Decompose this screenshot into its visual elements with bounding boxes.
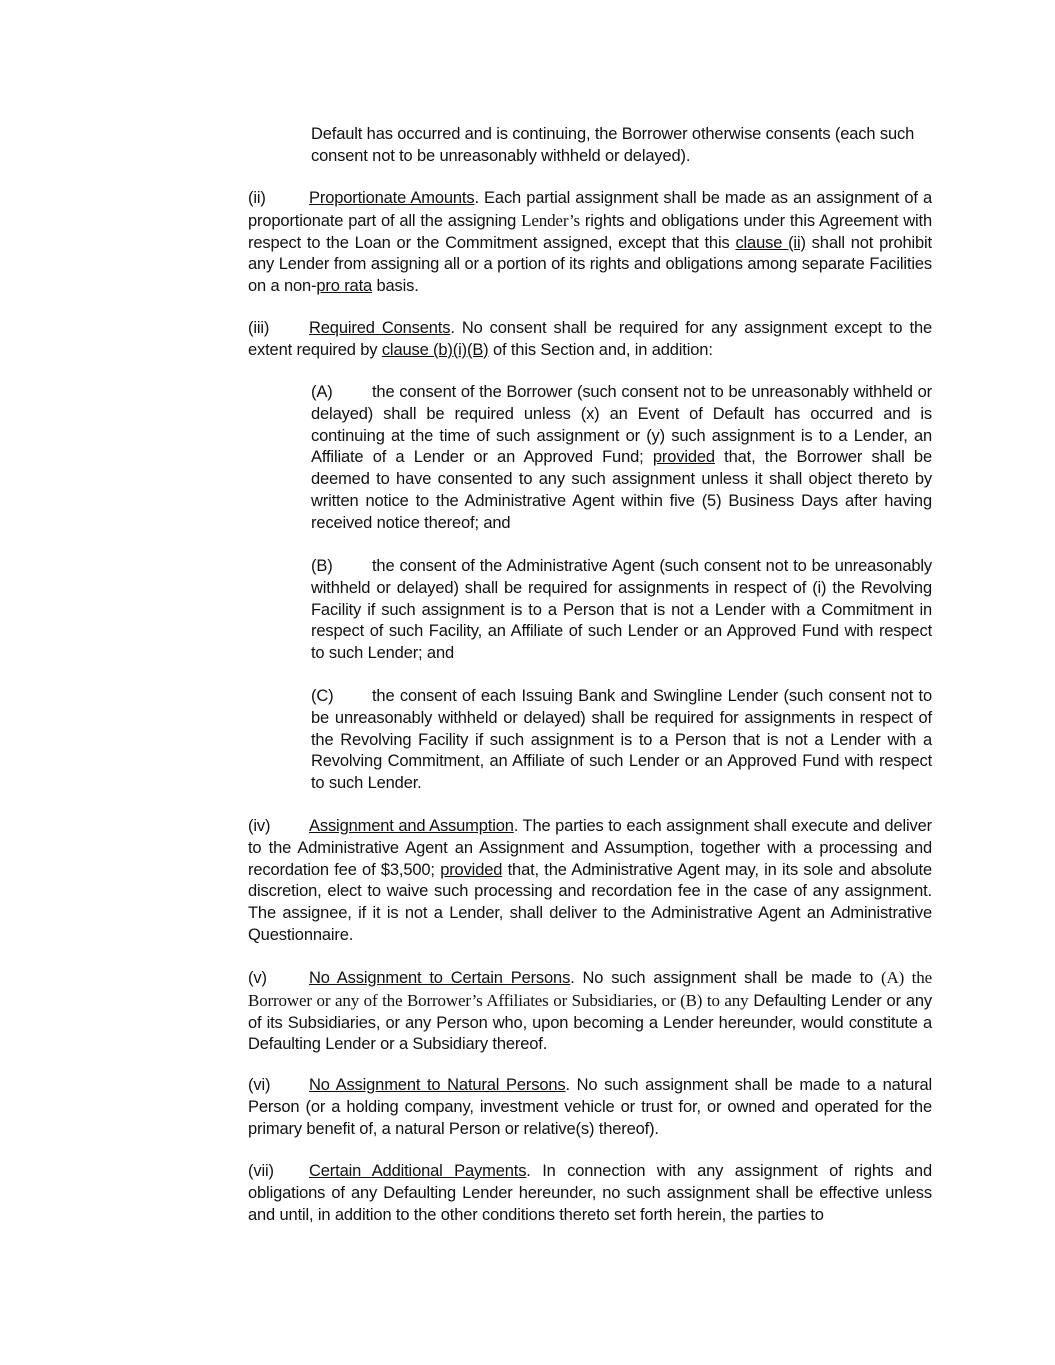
clause-heading: Assignment and Assumption — [309, 817, 514, 835]
clause-number: (v) — [248, 969, 267, 987]
proviso-term: provided — [652, 448, 715, 467]
proviso-term: provided — [440, 860, 503, 879]
clause-heading: Certain Additional Payments — [309, 1162, 527, 1180]
clause-heading: Required Consents — [309, 319, 451, 337]
clause-B: (B) the consent of the Administrative Agent (such consent not to be unreasonably withheld or delayed) shall be required for assignments in respect of (i) the Revolving Facility if such assignment is to a Person that is not a Lender with a Commitment in respect of such Facility, an Affiliate of such Lender or an Approved Fund with respect to such Lender; and — [311, 557, 932, 663]
clause-v: (v) No Assignment to Certain Persons. No such assignment shall be made to (A) the Borrower or any of the Borrower’s Affiliates or Subsidiaries, or (B) to any Defaulting Lender or any of its Subsidiaries, or any Person who, upon becoming a Lender hereunder, would constitute a Defaulting Lender or a Subsidiary thereof. — [248, 968, 932, 1054]
clause-vi: (vi) No Assignment to Natural Persons. No such assignment shall be made to a natural Person (or a holding company, investment vehicle or trust for, or owned and operated for the primary benefit of, a natural Person or relative(s) thereof). — [248, 1076, 932, 1138]
clause-number: (iv) — [248, 817, 271, 835]
clause-reference: clause (b)(i)(B) — [381, 340, 489, 359]
clause-number: (A) — [311, 383, 333, 401]
clause-iii: (iii) Required Consents. No consent shall be required for any assignment except to the extent required by clause (b)(i)(B) of this Section and, in addition: — [248, 319, 932, 359]
clause-number: (vi) — [248, 1076, 271, 1094]
clause-number: (C) — [311, 687, 334, 705]
clause-reference: clause (ii) — [735, 233, 806, 252]
clause-iv: (iv) Assignment and Assumption. The parties to each assignment shall execute and deliver to the Administrative Agent an Assignment and Assumption, together with a processing and recordation fee of $3,500; provided that, the Administrative Agent may, in its sole and absolute discretion, elect to waive such processing and recordation fee in the case of any assignment. The assignee, if it is not a Lender, shall deliver to the Administrative Agent an Administrative Questionnaire. — [248, 817, 932, 944]
clause-heading: No Assignment to Certain Persons — [309, 969, 571, 987]
clause-A: (A) the consent of the Borrower (such consent not to be unreasonably withheld or delayed) shall be required unless (x) an Event of Default has occurred and is continuing at the time of such assignment or (y) such assignment is to a Lender, an Affiliate of a Lender or an Approved Fund; provided that, the Borrower shall be deemed to have consented to any such assignment unless it shall object thereto by written notice to the Administrative Agent within five (5) Business Days after having received notice thereof; and — [311, 383, 932, 532]
clause-number: (B) — [311, 557, 333, 575]
lead-paragraph: Default has occurred and is continuing, the Borrower otherwise consents (each such consent not to be unreasonably withheld or delayed). — [311, 125, 915, 165]
clause-number: (iii) — [248, 319, 270, 337]
clause-heading: No Assignment to Natural Persons — [309, 1076, 566, 1094]
clause-heading: Proportionate Amounts — [309, 189, 475, 207]
clause-vii: (vii) Certain Additional Payments. In connection with any assignment of rights and obligations of any Defaulting Lender hereunder, no such assignment shall be effective unless and until, in addition to the other conditions thereto set forth herein, the parties to — [248, 1162, 932, 1224]
clause-number: (vii) — [248, 1162, 274, 1180]
clause-ii: (ii) Proportionate Amounts. Each partial assignment shall be made as an assignment of a proportionate part of all the assigning Lender’s rights and obligations under this Agreement with respect to the Loan or the Commitment assigned, except that this clause (ii) shall not prohibit any Lender from assigning all or a portion of its rights and obligations among separate Facilities on a non-pro rata basis. — [248, 189, 933, 296]
clause-number: (ii) — [248, 189, 266, 207]
clause-C: (C) the consent of each Issuing Bank and Swingline Lender (such consent not to be unreasonably withheld or delayed) shall be required for assignments in respect of the Revolving Facility if such assignment is to a Person that is not a Lender with a Revolving Commitment, an Affiliate of such Lender or an Approved Fund with respect to such Lender. — [311, 687, 932, 793]
pro-rata-term: pro rata — [316, 277, 373, 296]
